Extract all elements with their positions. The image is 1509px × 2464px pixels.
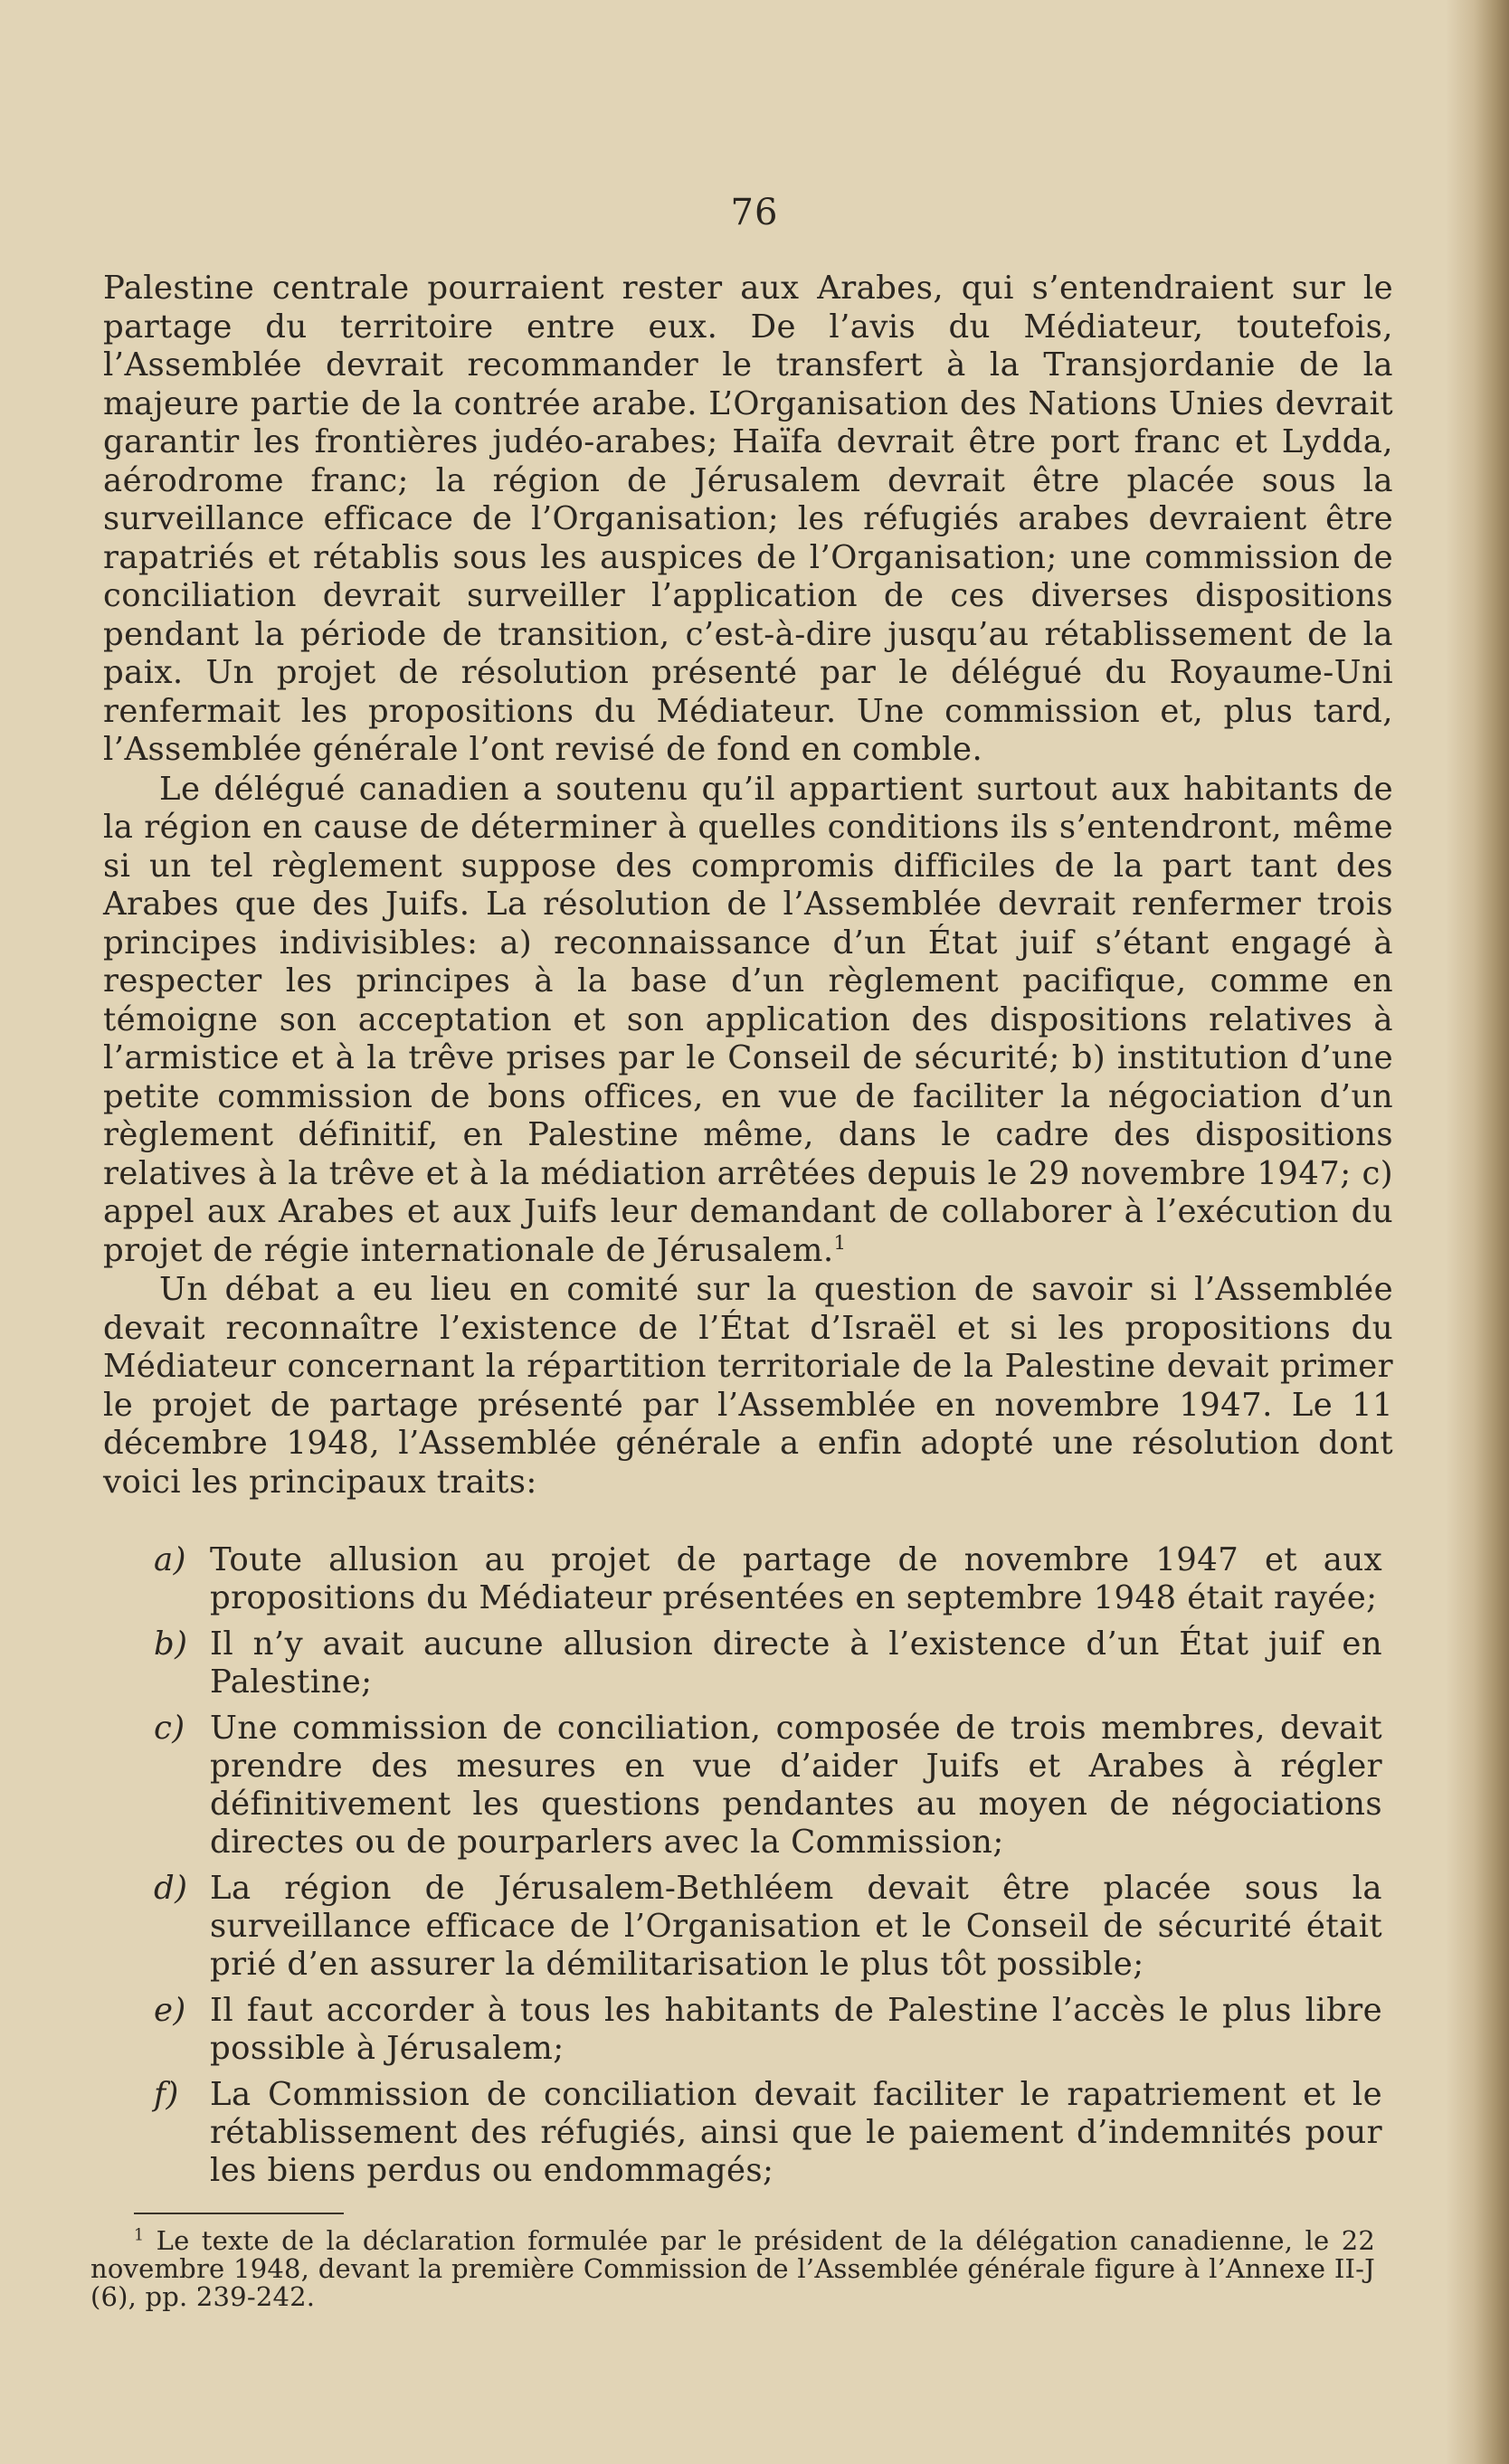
page-number: 76	[730, 192, 779, 233]
page-binding-edge	[1446, 0, 1509, 2464]
list-item-text: La Commission de conciliation devait faciliter le rapatriement et le rétablissement des réfugiés, ainsi que le paiement d’indemnités pour les biens perdus ou endommagés;	[210, 2076, 1382, 2189]
paragraph: Un débat a eu lieu en comité sur la question de savoir si l’Assemblée devait reconnaître l’existence de l’État d’Israël et si les propositions du Médiateur concernant la répartition territoriale de la Palestine devait primer le projet de partage présenté par l’Assemblée en novembre 1947. Le 11 décembre 1948, l’Assemblée générale a enfin adopté une résolution dont voici les principaux traits:	[103, 1271, 1393, 1501]
paragraph: Palestine centrale pourraient rester aux Arabes, qui s’entendraient sur le partage du territoire entre eux. De l’avis du Médiateur, toutefois, l’Assemblée devrait recommander le transfert à la Transjordanie de la majeure partie de la contrée arabe. L’Organisation des Nations Unies devrait garantir les frontières judéo-arabes; Haïfa devrait être port franc et Lydda, aérodrome franc; la région de Jérusalem devrait être placée sous la surveillance efficace de l’Organisation; les réfugiés arabes devraient être rapatriés et rétablis sous les auspices de l’Organisation; une commission de conciliation devrait surveiller l’application de ces diverses dispositions pendant la période de transition, c’est-à-dire jusqu’au rétablissement de la paix. Un projet de résolution présenté par le délégué du Royaume-Uni renfermait les propositions du Médiateur. Une commission et, plus tard, l’Assemblée générale l’ont revisé de fond en comble.	[103, 270, 1393, 768]
footnote-text: Le texte de la déclaration formulée par le président de la délégation canadienne, le 22 novembre 1948, devant la première Commission de l’Assemblée générale figure à l’Annexe II-J (6), pp. 239-242.	[90, 2225, 1376, 2312]
list-item	[145, 1710, 1382, 1862]
list-item-marker: f)	[154, 2076, 179, 2113]
footnote-reference: 1	[833, 1231, 847, 1255]
list-item	[145, 1870, 1382, 1984]
list-item-text: Une commission de conciliation, composée de trois membres, devait prendre des mesures en vue d’aider Juifs et Arabes à régler définitivement les questions pendantes au moyen de négociations directes ou de pourparlers avec la Commission;	[210, 1710, 1382, 1861]
list-item-marker: a)	[154, 1541, 186, 1578]
list-item-marker: b)	[154, 1625, 188, 1663]
list-item-text: La région de Jérusalem-Bethléem devait être placée sous la surveillance efficace de l’Organisation et le Conseil de sécurité était prié d’en assurer la démilitarisation le plus tôt possible;	[210, 1870, 1382, 1983]
resolution-items-list	[145, 1541, 1382, 2198]
list-item-marker: e)	[154, 1992, 186, 2029]
list-item	[145, 1625, 1382, 1701]
list-item-marker: c)	[154, 1710, 185, 1747]
list-item-marker: d)	[154, 1870, 188, 1907]
list-item-text: Il n’y avait aucune allusion directe à l’existence d’un État juif en Palestine;	[210, 1625, 1382, 1701]
paragraph-text: Le délégué canadien a soutenu qu’il appartient surtout aux habitants de la région en cause de déterminer à quelles conditions ils s’entendront, même si un tel règlement suppose des compromis difficiles de la part tant des Arabes que des Juifs. La résolution de l’Assemblée devrait renfermer trois principes indivisibles: a) reconnaissance d’un État juif s’étant engagé à respecter les principes à la base d’un règlement pacifique, comme en témoigne son acceptation et son application des dispositions relatives à l’armistice et à la trêve prises par le Conseil de sécurité; b) institution d’une petite commission de bons offices, en vue de faciliter la négociation d’un règlement définitif, en Palestine même, dans le cadre des dispositions relatives à la trêve et à la médiation arrêtées depuis le 29 novembre 1947; c) appel aux Arabes et aux Juifs leur demandant de collaborer à l’exécution du projet de régie internationale de Jérusalem.	[103, 770, 1393, 1269]
list-item	[145, 1992, 1382, 2068]
list-item	[145, 1541, 1382, 1617]
footnote-divider	[134, 2213, 344, 2214]
footnote-marker: 1	[134, 2226, 145, 2245]
body-text	[103, 270, 1393, 1502]
footnote	[90, 2227, 1375, 2311]
list-item-text: Il faut accorder à tous les habitants de Palestine l’accès le plus libre possible à Jérusalem;	[210, 1992, 1382, 2067]
list-item-text: Toute allusion au projet de partage de novembre 1947 et aux propositions du Médiateur présentées en septembre 1948 était rayée;	[210, 1541, 1382, 1616]
paragraph	[103, 771, 1393, 1271]
list-item	[145, 2076, 1382, 2190]
